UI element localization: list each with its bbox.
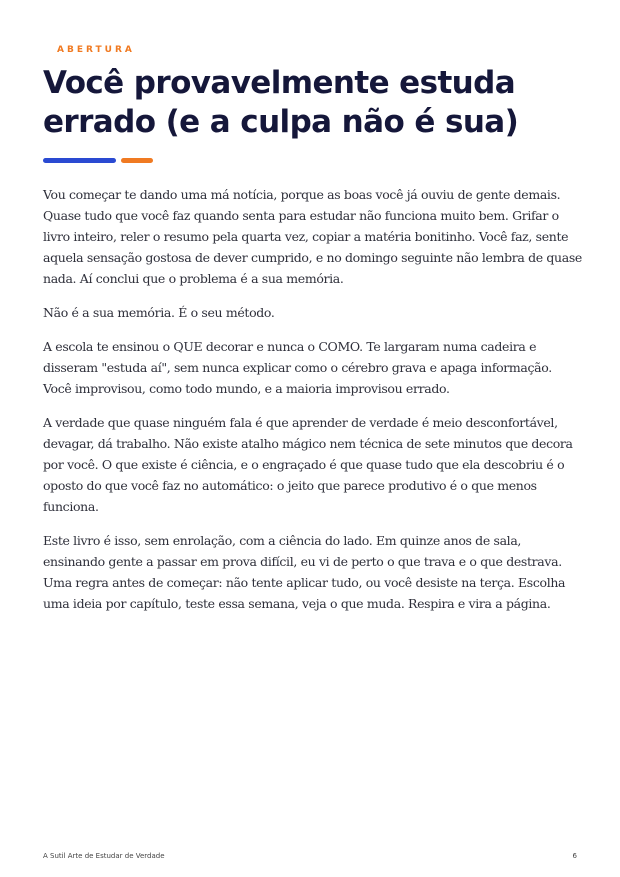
accent-rule-orange	[121, 158, 153, 163]
footer-book-title: A Sutil Arte de Estudar de Verdade	[43, 852, 165, 860]
body-paragraph: Vou começar te dando uma má notícia, porque as boas você já ouviu de gente demais. Quase tudo que você faz quando senta para estudar não funciona muito bem. Grifar o livro inteiro, reler o resumo pela quarta vez, copiar a matéria bonitinho. Você faz, sente aquela sensação gostosa de dever cumprido, e no domingo seguinte não lembra de quase nada. Aí conclui que o problema é a sua memória.	[43, 187, 582, 286]
body-paragraph: A escola te ensinou o QUE decorar e nunca o COMO. Te largaram numa cadeira e disseram "estuda aí", sem nunca explicar como o cérebro grava e apaga informação. Você improvisou, como todo mundo, e a maioria improvisou errado.	[43, 339, 552, 396]
chapter-body	[43, 184, 583, 627]
page-number: 6	[572, 852, 577, 860]
body-paragraph: Não é a sua memória. É o seu método.	[43, 305, 275, 320]
accent-rule-blue	[43, 158, 116, 163]
body-paragraph: A verdade que quase ninguém fala é que aprender de verdade é meio desconfortável, devagar, dá trabalho. Não existe atalho mágico nem técnica de sete minutos que decora por você. O que existe é ciência, e o engraçado é que quase tudo que ela descobriu é o oposto do que você faz no automático: o jeito que parece produtivo é o que menos funciona.	[43, 415, 573, 514]
page-footer	[43, 852, 577, 860]
section-eyebrow: ABERTURA	[57, 45, 135, 55]
chapter-title: Você provavelmente estuda errado (e a culpa não é sua)	[43, 65, 519, 140]
body-paragraph: Este livro é isso, sem enrolação, com a ciência do lado. Em quinze anos de sala, ensinando gente a passar em prova difícil, eu vi de perto o que trava e o que destrava. Uma regra antes de começar: não tente aplicar tudo, ou você desiste na terça. Escolha uma ideia por capítulo, teste essa semana, veja o que muda. Respira e vira a página.	[43, 533, 566, 611]
